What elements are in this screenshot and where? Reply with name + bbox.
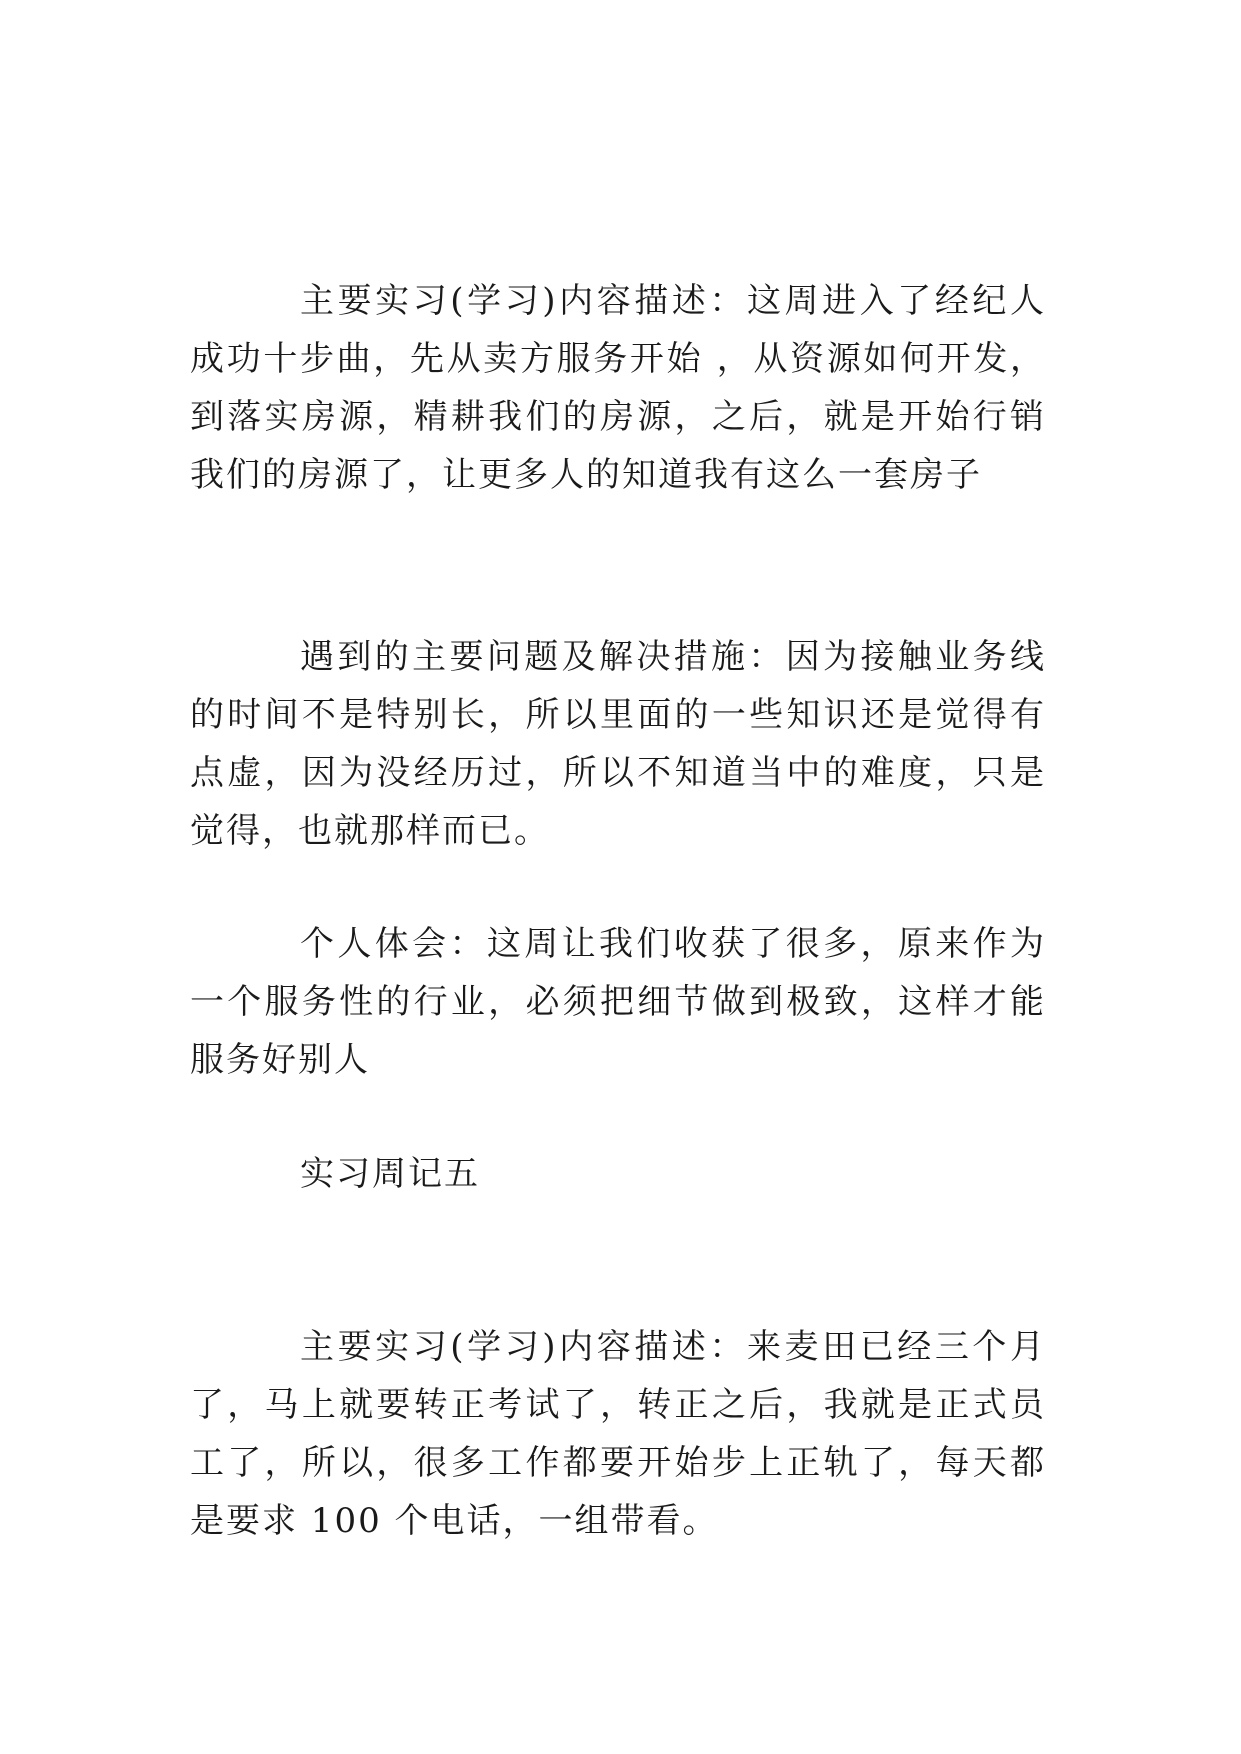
paragraph-week5-content: 主要实习(学习)内容描述：来麦田已经三个月了，马上就要转正考试了，转正之后，我就是正式员工了，所以，很多工作都要开始步上正轨了，每天都是要求 100 个电话，一组带看。 (190, 1327, 1046, 1541)
section-heading: 实习周记五 (300, 1154, 480, 1194)
paragraph-problems-solutions: 遇到的主要问题及解决措施：因为接触业务线的时间不是特别长，所以里面的一些知识还是觉得有点虚，因为没经历过，所以不知道当中的难度，只是觉得，也就那样而已。 (190, 637, 1046, 851)
paragraph-study-content: 主要实习(学习)内容描述：这周进入了经纪人成功十步曲，先从卖方服务开始 ，从资源如何开发，到落实房源，精耕我们的房源，之后，就是开始行销我们的房源了，让更多人的知道我有这么一套房子 (190, 281, 1046, 495)
paragraph-personal-experience: 个人体会：这周让我们收获了很多，原来作为一个服务性的行业，必须把细节做到极致，这样才能服务好别人 (190, 924, 1046, 1080)
